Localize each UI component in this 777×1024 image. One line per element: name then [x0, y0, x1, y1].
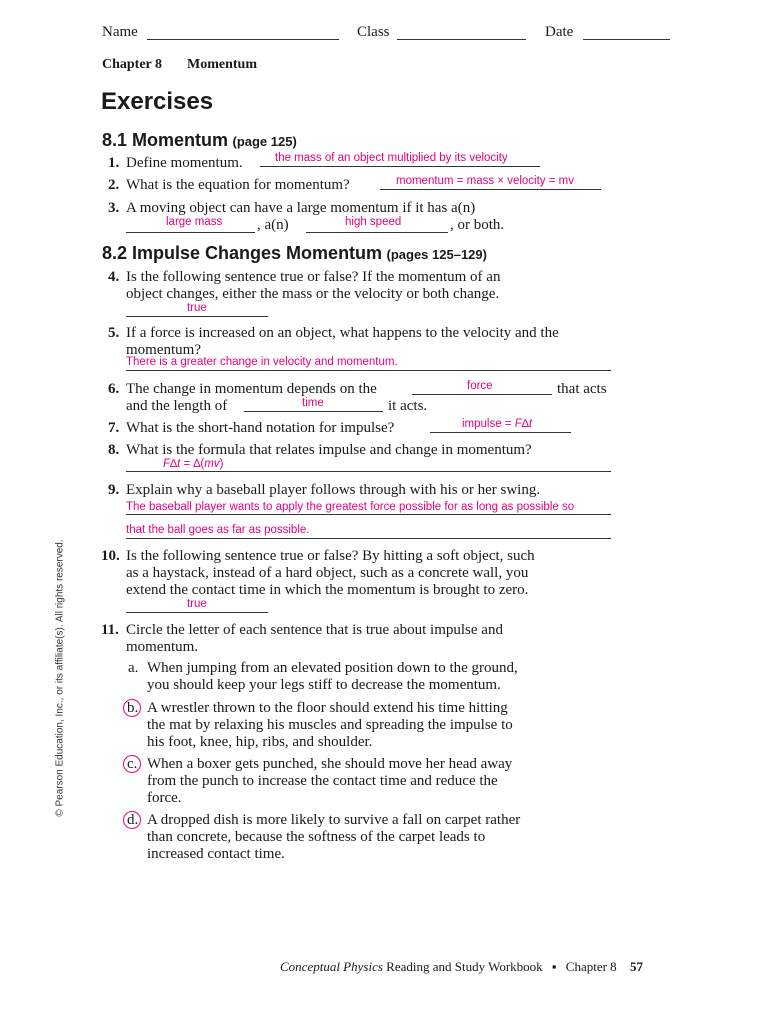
- q3-answer2-line[interactable]: [306, 232, 448, 233]
- q11-option-c-line1: When a boxer gets punched, she should move her head away: [147, 756, 513, 772]
- q11-option-d-line1: A dropped dish is more likely to survive a fall on carpet rather: [147, 812, 521, 828]
- class-label: Class: [357, 24, 390, 40]
- page-title: Exercises: [101, 88, 214, 115]
- footer-bullet: ▪: [551, 959, 557, 974]
- q10-answer: true: [187, 598, 207, 610]
- q11-text-line1: Circle the letter of each sentence that is true about impulse and: [126, 622, 503, 638]
- section-heading-8-1: [102, 130, 297, 151]
- q11-option-d-line3: increased contact time.: [147, 846, 285, 862]
- q11-option-b-line3: his foot, knee, hip, ribs, and shoulder.: [147, 734, 373, 750]
- q11-option-a-line1: When jumping from an elevated position down to the ground,: [147, 660, 518, 676]
- q8-text: What is the formula that relates impulse and change in momentum?: [126, 442, 532, 458]
- q2-answer-line[interactable]: [380, 189, 601, 190]
- q10-text-line2: as a haystack, instead of a hard object, such as a concrete wall, you: [126, 565, 529, 581]
- q6-answer2: time: [302, 397, 324, 409]
- q1-text: Define momentum.: [126, 155, 243, 171]
- chapter-title: Momentum: [187, 57, 257, 72]
- q8-answer: F∆t = ∆(mv): [163, 458, 224, 470]
- q3-answer2: high speed: [345, 216, 402, 228]
- date-field[interactable]: [583, 39, 670, 40]
- q6-text-line1b: that acts: [557, 381, 607, 397]
- q9-answer-line1-text: The baseball player wants to apply the greatest force possible for as long as possible so: [126, 501, 575, 513]
- q6-text-line1a: The change in momentum depends on the: [126, 381, 377, 397]
- q3-answer1: large mass: [166, 216, 223, 228]
- section-8-2-title: 8.2 Impulse Changes Momentum: [102, 243, 383, 263]
- q11-option-d-letter[interactable]: d.: [127, 812, 139, 828]
- q9-answer-line2-text: that the ball goes as far as possible.: [126, 524, 310, 536]
- q6-number: 6.: [108, 381, 120, 397]
- q6-text-line2b: it acts.: [388, 398, 428, 414]
- q11-text-line2: momentum.: [126, 639, 199, 655]
- q10-number: 10.: [101, 548, 120, 564]
- q3-end-text: , or both.: [450, 217, 505, 233]
- q5-number: 5.: [108, 325, 120, 341]
- q7-answer: impulse = F∆t: [462, 418, 533, 430]
- q11-option-c-line3: force.: [147, 790, 182, 806]
- q9-number: 9.: [108, 482, 120, 498]
- chapter-label: Chapter 8: [102, 57, 163, 72]
- q11-option-b-line2: the mat by relaxing his muscles and spreading the impulse to: [147, 717, 513, 733]
- q11-option-c-letter[interactable]: c.: [127, 756, 138, 772]
- q8-number: 8.: [108, 442, 120, 458]
- q11-option-a-line2: you should keep your legs stiff to decrease the momentum.: [147, 677, 501, 693]
- q6-answer1: force: [467, 380, 493, 392]
- section-heading-8-2: [102, 243, 487, 264]
- q4-text-line1: Is the following sentence true or false? If the momentum of an: [126, 269, 501, 285]
- q6-text-line2a: and the length of: [126, 398, 228, 414]
- footer-chapter: Chapter 8: [565, 959, 617, 974]
- page-footer: [280, 959, 643, 975]
- q10-text-line1: Is the following sentence true or false? By hitting a soft object, such: [126, 548, 535, 564]
- q10-answer-line[interactable]: [126, 612, 268, 613]
- q3-number: 3.: [108, 200, 120, 216]
- q2-answer: momentum = mass × velocity = mv: [396, 175, 574, 187]
- section-8-1-pages: (page 125): [232, 134, 297, 149]
- q1-answer: the mass of an object multiplied by its velocity: [275, 152, 508, 164]
- date-label: Date: [545, 24, 574, 40]
- q4-number: 4.: [108, 269, 120, 285]
- section-8-2-pages: (pages 125–129): [386, 247, 487, 262]
- q11-option-c-line2: from the punch to increase the contact time and reduce the: [147, 773, 498, 789]
- section-8-1-title: 8.1 Momentum: [102, 130, 229, 150]
- q11-option-b-line1: A wrestler thrown to the floor should extend his time hitting: [147, 700, 508, 716]
- q6-answer2-line[interactable]: [244, 411, 383, 412]
- q11-option-d-line2: than concrete, because the softness of the carpet leads to: [147, 829, 486, 845]
- q2-text: What is the equation for momentum?: [126, 177, 350, 193]
- class-field[interactable]: [397, 39, 526, 40]
- q11-option-a-letter[interactable]: a.: [128, 660, 139, 676]
- q7-number: 7.: [108, 420, 120, 436]
- q4-answer-line[interactable]: [126, 316, 268, 317]
- name-field[interactable]: [147, 39, 339, 40]
- q9-text: Explain why a baseball player follows through with his or her swing.: [126, 482, 541, 498]
- footer-workbook: Reading and Study Workbook: [386, 959, 543, 974]
- q4-text-line2: object changes, either the mass or the velocity or both change.: [126, 286, 500, 302]
- q5-text-line2: momentum?: [126, 342, 201, 358]
- copyright-notice: © Pearson Education, Inc., or its affiliate(s). All rights reserved.: [54, 539, 66, 817]
- q11-option-b-letter[interactable]: b.: [127, 700, 139, 716]
- q3-text-line1: A moving object can have a large momentum if it has a(n): [126, 200, 476, 216]
- q5-answer-line[interactable]: [126, 370, 611, 371]
- q3-mid-text: , a(n): [257, 217, 289, 233]
- q3-answer1-line[interactable]: [126, 232, 255, 233]
- name-label: Name: [102, 24, 138, 40]
- page-number: 57: [629, 959, 643, 974]
- q5-text-line1: If a force is increased on an object, what happens to the velocity and the: [126, 325, 559, 341]
- q4-answer: true: [187, 302, 207, 314]
- q9-answer-line2[interactable]: [126, 538, 611, 539]
- q9-answer-line1[interactable]: [126, 514, 611, 515]
- q1-answer-line[interactable]: [260, 166, 540, 167]
- q1-number: 1.: [108, 155, 120, 171]
- q2-number: 2.: [108, 177, 120, 193]
- q11-number: 11.: [101, 622, 119, 638]
- q8-answer-line[interactable]: [126, 471, 611, 472]
- q6-answer1-line[interactable]: [412, 394, 552, 395]
- q7-answer-line[interactable]: [430, 432, 571, 433]
- footer-book-title: Conceptual Physics: [280, 959, 383, 974]
- q10-text-line3: extend the contact time in which the momentum is brought to zero.: [126, 582, 529, 598]
- q7-text: What is the short-hand notation for impulse?: [126, 420, 395, 436]
- q5-answer: There is a greater change in velocity and momentum.: [126, 356, 398, 368]
